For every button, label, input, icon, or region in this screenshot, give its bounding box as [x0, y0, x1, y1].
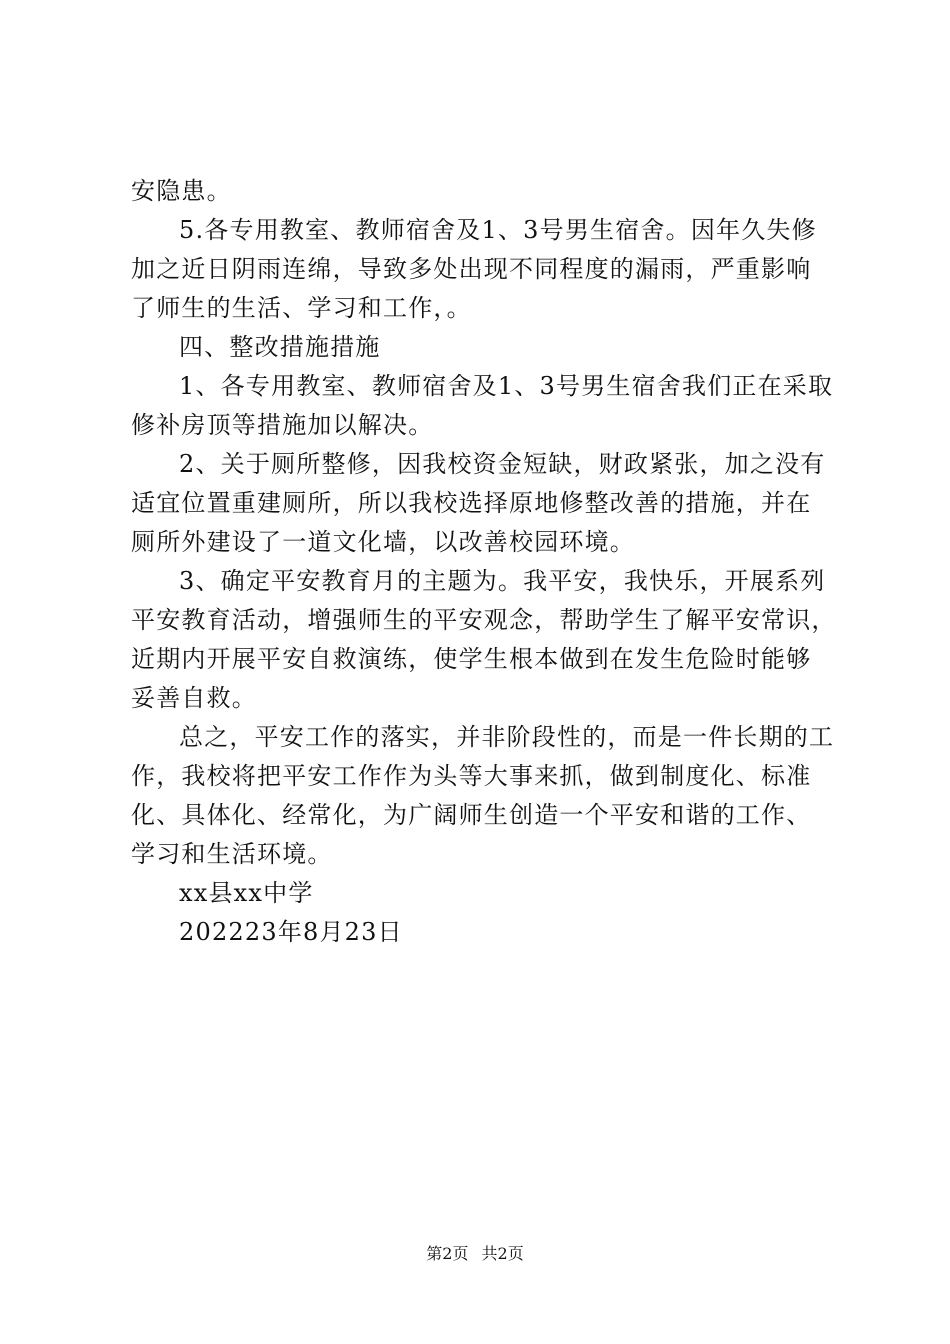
- text-line: 安隐患。: [131, 177, 232, 205]
- page-footer: [0, 1240, 950, 1268]
- text-line: 适宜位置重建厕所，所以我校选择原地修整改善的措施，并在: [131, 489, 812, 517]
- text-line: 妥善自救。: [131, 684, 257, 712]
- document-body: [131, 172, 837, 952]
- text-line: 3、确定平安教育月的主题为。我平安，我快乐，开展系列: [179, 567, 826, 595]
- text-line: 厕所外建设了一道文化墙，以改善校园环境。: [131, 528, 635, 556]
- text-line: 四、整改措施措施: [179, 333, 381, 361]
- text-line: 5.各专用教室、教师宿舍及1、3号男生宿舍。因年久失修: [179, 216, 817, 244]
- text-line: 1、各专用教室、教师宿舍及1、3号男生宿舍我们正在采取: [179, 372, 834, 400]
- text-line: 平安教育活动，增强师生的平安观念，帮助学生了解平安常识，: [131, 606, 837, 634]
- text-line: 近期内开展平安自救演练，使学生根本做到在发生危险时能够: [131, 645, 812, 673]
- text-line: 修补房顶等措施加以解决。: [131, 411, 434, 439]
- text-line: xx县xx中学: [179, 879, 314, 907]
- text-line: 2、关于厕所整修，因我校资金短缺，财政紧张，加之没有: [179, 450, 826, 478]
- text-line: 加之近日阴雨连绵，导致多处出现不同程度的漏雨，严重影响: [131, 255, 812, 283]
- text-line: 总之，平安工作的落实，并非阶段性的，而是一件长期的工: [179, 723, 835, 751]
- page-total: 共2页: [481, 1244, 524, 1263]
- text-line: 学习和生活环境。: [131, 840, 333, 868]
- text-line: 了师生的生活、学习和工作，。: [131, 294, 472, 322]
- text-line: 作，我校将把平安工作作为头等大事来抓，做到制度化、标准: [131, 762, 812, 790]
- text-line: 202223年8月23日: [179, 918, 403, 946]
- text-line: 化、具体化、经常化，为广阔师生创造一个平安和谐的工作、: [131, 801, 812, 829]
- page-number: 第2页: [426, 1244, 469, 1263]
